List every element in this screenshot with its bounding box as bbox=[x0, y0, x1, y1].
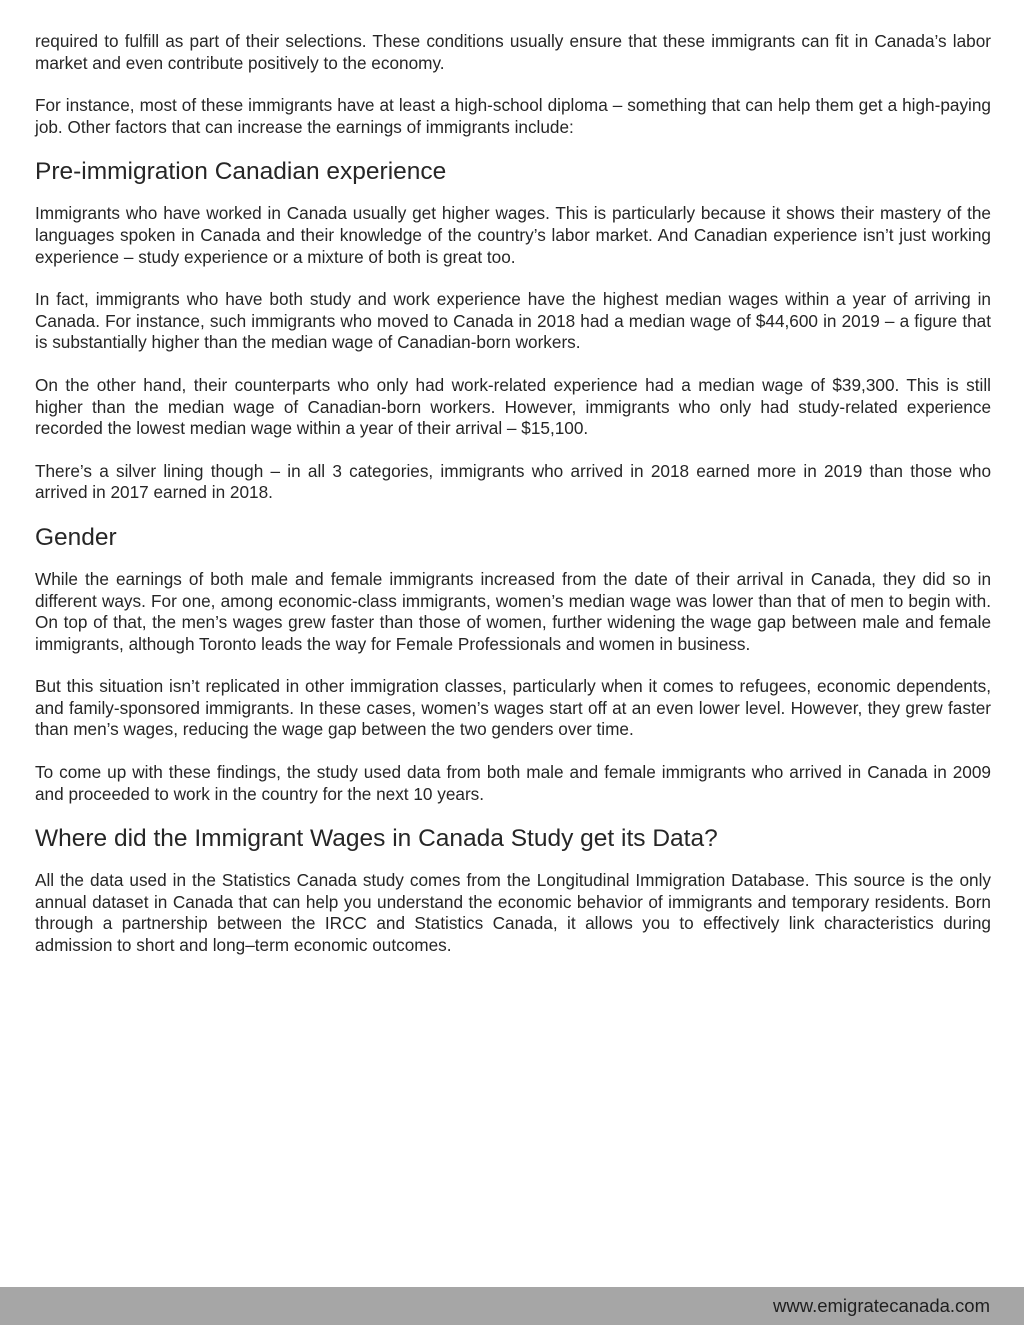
section-heading-gender: Gender bbox=[35, 523, 117, 551]
gender-paragraph-3: To come up with these findings, the study used data from both male and female immigrants who arrived in Canada in 2009 and proceeded to work in the country for the next 10 years. bbox=[35, 762, 991, 804]
article-body bbox=[35, 31, 991, 978]
intro-paragraph-2: For instance, most of these immigrants have at least a high-school diploma – something that can help them get a high-paying job. Other factors that can increase the earnings of immigrants include: bbox=[35, 95, 991, 137]
section-heading-data-source: Where did the Immigrant Wages in Canada Study get its Data? bbox=[35, 825, 718, 853]
gender-paragraph-1: While the earnings of both male and female immigrants increased from the date of their arrival in Canada, they did so in different ways. For one, among economic-class immigrants, women’s median wage was lower than that of men to begin with. On top of that, the men’s wages grew faster than those of women, further widening the wage gap between male and female immigrants, although Toronto leads the way for Female Professionals and women in business. bbox=[35, 568, 991, 654]
experience-paragraph-2: In fact, immigrants who have both study and work experience have the highest median wages within a year of arriving in Canada. For instance, such immigrants who moved to Canada in 2018 had a median wage of $44,600 in 2019 – a figure that is substantially higher than the median wage of Canadian-born workers. bbox=[35, 289, 991, 353]
gender-paragraph-2: But this situation isn’t replicated in other immigration classes, particularly when it comes to refugees, economic dependents, and family-sponsored immigrants. In these cases, women’s wages start off at an even lower level. However, they grew faster than men’s wages, reducing the wage gap between the two genders over time. bbox=[35, 676, 991, 740]
experience-paragraph-3: On the other hand, their counterparts who only had work-related experience had a median wage of $39,300. This is still higher than the median wage of Canadian-born workers. However, immigrants who only had study-related experience recorded the lowest median wage within a year of their arrival – $15,100. bbox=[35, 374, 991, 439]
experience-paragraph-1: Immigrants who have worked in Canada usually get higher wages. This is particularly because it shows their mastery of the languages spoken in Canada and their knowledge of the country’s labor market. And Canadian experience isn’t just working experience – study experience or a mixture of both is great too. bbox=[35, 203, 991, 267]
experience-paragraph-4: There’s a silver lining though – in all 3 categories, immigrants who arrived in 2018 earned more in 2019 than those who arrived in 2017 earned in 2018. bbox=[35, 460, 991, 503]
intro-paragraph-1: required to fulfill as part of their selections. These conditions usually ensure that these immigrants can fit in Canada’s labor market and even contribute positively to the economy. bbox=[35, 31, 991, 73]
footer-bar bbox=[0, 1287, 1024, 1325]
footer-website-url: www.emigratecanada.com bbox=[773, 1295, 990, 1316]
data-source-paragraph-1: All the data used in the Statistics Canada study comes from the Longitudinal Immigration Database. This source is the only annual dataset in Canada that can help you understand the economic behavior of immigrants and temporary residents. Born through a partnership between the IRCC and Statistics Canada, it allows you to effectively link characteristics during admission to short and long–term economic outcomes. bbox=[35, 870, 991, 956]
section-heading-experience: Pre-immigration Canadian experience bbox=[35, 158, 447, 186]
